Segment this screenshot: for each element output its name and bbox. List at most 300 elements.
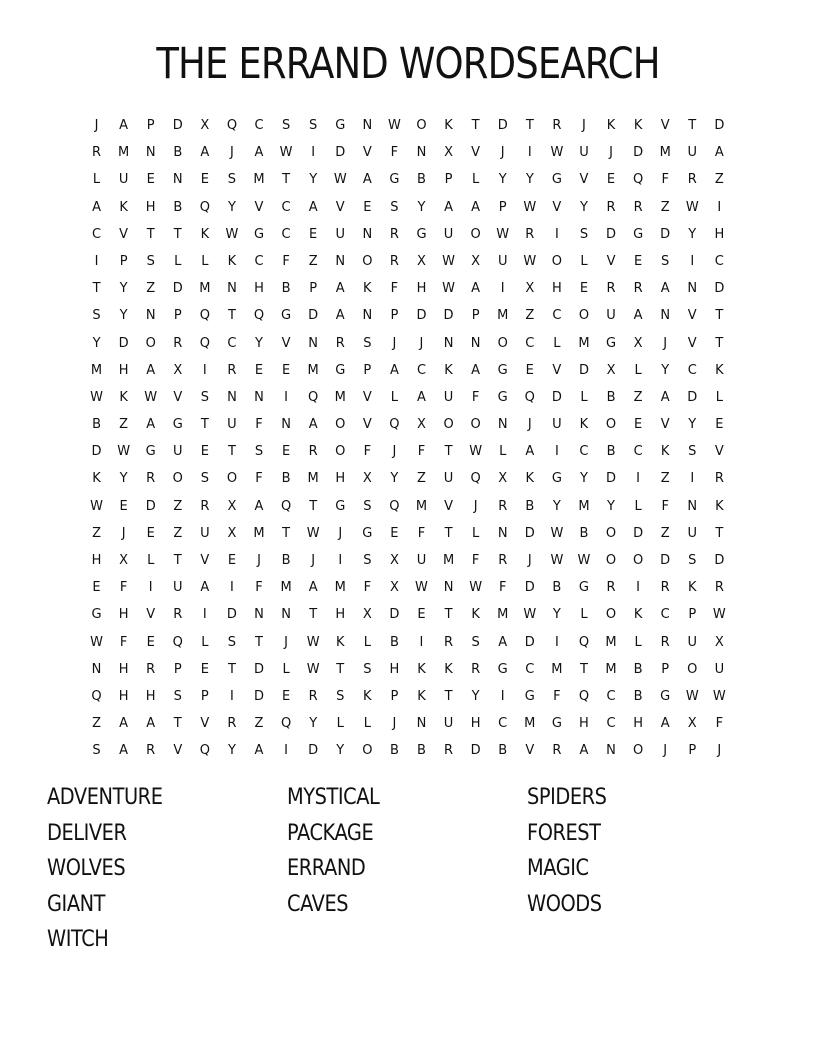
grid-letter: M: [90, 362, 103, 378]
grid-letter: J: [419, 335, 424, 351]
word-list-item: GIANT: [47, 891, 106, 917]
grid-letter: M: [253, 172, 265, 188]
grid-letter: V: [362, 145, 372, 161]
grid-letter: P: [309, 281, 318, 297]
grid-letter: D: [606, 226, 617, 242]
grid-letter: W: [523, 253, 537, 269]
grid-letter: Z: [92, 525, 101, 541]
grid-letter: R: [146, 471, 156, 487]
grid-letter: T: [227, 444, 236, 460]
grid-letter: Q: [172, 634, 183, 650]
grid-letter: C: [714, 253, 724, 269]
grid-letter: X: [417, 253, 426, 269]
grid-letter: K: [363, 688, 372, 704]
grid-letter: T: [471, 118, 480, 133]
grid-letter: K: [444, 118, 453, 133]
grid-letter: M: [118, 145, 130, 161]
grid-letter: A: [92, 199, 101, 215]
grid-letter: Y: [417, 199, 426, 215]
grid-letter: M: [307, 362, 319, 378]
grid-letter: J: [230, 145, 234, 161]
word-list-item: SPIDERS: [527, 785, 607, 810]
grid-letter: L: [499, 444, 507, 460]
grid-letter: R: [200, 498, 210, 514]
grid-letter: W: [550, 553, 564, 568]
grid-letter: X: [417, 417, 426, 433]
grid-letter: V: [200, 553, 210, 568]
grid-letter: S: [173, 688, 182, 704]
grid-letter: R: [660, 634, 670, 650]
grid-letter: R: [687, 172, 697, 188]
grid-letter: G: [497, 661, 508, 677]
grid-letter: D: [416, 308, 427, 324]
grid-letter: K: [715, 498, 724, 514]
grid-letter: T: [579, 661, 588, 677]
grid-letter: I: [717, 199, 722, 215]
grid-letter: R: [525, 226, 535, 242]
grid-letter: W: [306, 525, 320, 541]
grid-letter: I: [554, 226, 559, 242]
grid-letter: F: [255, 471, 263, 487]
grid-letter: Y: [227, 199, 236, 215]
grid-letter: K: [119, 199, 128, 215]
grid-letter: A: [714, 145, 724, 161]
grid-letter: U: [552, 417, 562, 433]
grid-letter: A: [498, 634, 508, 650]
grid-letter: U: [606, 308, 616, 324]
grid-letter: N: [254, 607, 264, 623]
grid-letter: R: [173, 335, 183, 351]
grid-letter: G: [253, 226, 265, 242]
grid-letter: X: [389, 553, 399, 568]
grid-letter: V: [173, 743, 183, 759]
grid-letter: N: [172, 172, 183, 188]
grid-letter: Z: [714, 172, 724, 188]
grid-letter: F: [363, 444, 372, 460]
grid-letter: V: [606, 253, 616, 269]
grid-letter: I: [690, 471, 695, 487]
grid-letter: K: [471, 607, 480, 623]
grid-letter: M: [524, 716, 536, 732]
grid-letter: U: [173, 580, 183, 596]
grid-letter: C: [606, 688, 616, 704]
grid-letter: A: [146, 362, 156, 378]
grid-letter: I: [636, 580, 641, 596]
grid-letter: I: [202, 607, 207, 623]
word-list-item: PACKAGE: [287, 820, 374, 846]
grid-letter: K: [444, 362, 453, 378]
grid-letter: U: [714, 661, 725, 677]
word-list-item: MAGIC: [527, 856, 589, 881]
grid-letter: H: [416, 281, 427, 297]
grid-letter: H: [335, 471, 346, 487]
grid-letter: L: [92, 172, 101, 188]
grid-row: [83, 139, 733, 166]
grid-letter: R: [606, 281, 616, 297]
grid-letter: K: [660, 444, 670, 460]
grid-letter: P: [498, 199, 507, 215]
grid-letter: I: [527, 145, 532, 161]
grid-letter: Y: [92, 335, 101, 351]
grid-letter: L: [336, 716, 344, 732]
grid-letter: H: [579, 716, 589, 732]
grid-letter: R: [606, 580, 616, 596]
grid-letter: M: [280, 580, 292, 596]
grid-letter: N: [687, 281, 698, 297]
word-list-item: WOLVES: [47, 856, 126, 881]
grid-letter: K: [227, 253, 237, 269]
grid-letter: L: [363, 716, 371, 732]
grid-letter: B: [606, 389, 616, 405]
grid-letter: J: [392, 335, 397, 351]
grid-letter: Q: [578, 688, 590, 704]
grid-letter: L: [580, 253, 588, 269]
grid-letter: N: [145, 145, 156, 161]
grid-letter: R: [146, 743, 156, 759]
grid-letter: C: [552, 308, 562, 324]
grid-letter: A: [525, 444, 535, 460]
grid-letter: A: [119, 716, 129, 732]
grid-letter: Y: [227, 743, 236, 759]
grid-letter: B: [173, 199, 183, 215]
grid-letter: Q: [199, 308, 210, 324]
grid-letter: V: [254, 199, 264, 215]
grid-letter: A: [362, 172, 372, 188]
grid-letter: Z: [660, 525, 670, 541]
grid-letter: W: [685, 688, 699, 704]
grid-letter: H: [633, 716, 643, 732]
grid-letter: L: [715, 389, 723, 405]
grid-letter: Q: [199, 743, 210, 759]
grid-letter: L: [634, 634, 642, 650]
grid-letter: X: [525, 281, 535, 297]
grid-letter: D: [470, 743, 481, 759]
grid-letter: R: [308, 444, 318, 460]
grid-letter: Z: [633, 389, 643, 405]
grid-letter: Q: [632, 172, 644, 188]
grid-letter: B: [389, 634, 399, 650]
grid-letter: M: [442, 553, 455, 568]
grid-letter: Q: [280, 498, 292, 514]
grid-letter: B: [389, 743, 399, 759]
grid-letter: P: [688, 607, 697, 623]
grid-letter: P: [200, 688, 209, 704]
grid-letter: Q: [524, 389, 535, 405]
grid-letter: T: [715, 335, 724, 351]
grid-letter: E: [146, 172, 155, 188]
grid-letter: Z: [173, 525, 183, 541]
word-list-item: WOODS: [527, 891, 602, 917]
grid-letter: Y: [688, 417, 697, 433]
grid-letter: M: [605, 634, 617, 650]
grid-letter: D: [687, 389, 698, 405]
grid-letter: T: [255, 634, 263, 650]
grid-letter: O: [335, 444, 346, 460]
grid-letter: M: [415, 498, 428, 514]
grid-letter: S: [363, 335, 372, 351]
grid-letter: X: [498, 471, 508, 487]
grid-letter: A: [389, 362, 399, 378]
grid-letter: M: [253, 525, 265, 541]
grid-letter: U: [200, 525, 210, 541]
grid-letter: X: [362, 607, 372, 623]
grid-letter: J: [311, 553, 316, 568]
grid-letter: L: [634, 498, 642, 514]
grid-letter: W: [90, 498, 103, 514]
grid-letter: V: [362, 389, 372, 405]
grid-letter: O: [362, 253, 373, 269]
grid-row: [83, 629, 733, 656]
grid-letter: F: [363, 580, 372, 596]
grid-letter: A: [633, 308, 643, 324]
grid-letter: O: [172, 471, 183, 487]
grid-letter: U: [416, 553, 427, 568]
grid-letter: N: [416, 145, 427, 161]
grid-letter: S: [227, 172, 237, 188]
grid-letter: V: [579, 172, 589, 188]
grid-letter: E: [92, 580, 101, 596]
grid-letter: V: [335, 199, 345, 215]
grid-letter: N: [606, 743, 616, 759]
grid-letter: O: [551, 253, 562, 269]
grid-letter: X: [119, 553, 129, 568]
grid-letter: S: [363, 661, 372, 677]
grid-letter: F: [471, 389, 480, 405]
grid-letter: P: [471, 308, 480, 324]
grid-letter: R: [498, 553, 508, 568]
grid-letter: T: [525, 118, 534, 133]
grid-letter: N: [470, 335, 481, 351]
grid-letter: J: [257, 553, 261, 568]
grid-letter: B: [633, 688, 643, 704]
grid-letter: R: [660, 580, 670, 596]
grid-row: [83, 520, 733, 547]
grid-letter: D: [145, 498, 156, 514]
grid-letter: E: [200, 661, 209, 677]
grid-letter: E: [281, 362, 291, 378]
grid-letter: I: [311, 145, 316, 161]
grid-letter: L: [472, 172, 480, 188]
grid-letter: E: [254, 362, 264, 378]
grid-letter: K: [633, 118, 643, 133]
grid-letter: D: [660, 553, 671, 568]
grid-letter: J: [392, 444, 397, 460]
grid-letter: R: [444, 634, 454, 650]
grid-letter: G: [172, 417, 183, 433]
grid-row: [83, 221, 733, 248]
grid-letter: N: [660, 308, 671, 324]
grid-letter: E: [227, 553, 237, 568]
grid-letter: Z: [417, 471, 426, 487]
grid-letter: L: [634, 362, 642, 378]
grid-letter: I: [230, 688, 234, 704]
grid-letter: E: [200, 172, 209, 188]
grid-letter: A: [254, 145, 264, 161]
grid-letter: I: [94, 253, 99, 269]
grid-letter: S: [146, 253, 155, 269]
grid-letter: E: [390, 525, 399, 541]
grid-letter: D: [714, 281, 725, 297]
grid-letter: X: [200, 118, 210, 133]
grid-letter: Y: [579, 199, 588, 215]
grid-letter: V: [552, 199, 562, 215]
grid-letter: Z: [173, 498, 183, 514]
grid-letter: G: [389, 172, 400, 188]
grid-letter: Y: [119, 281, 128, 297]
grid-letter: O: [470, 226, 481, 242]
grid-letter: T: [444, 607, 453, 623]
grid-letter: F: [417, 444, 426, 460]
grid-letter: T: [200, 417, 209, 433]
grid-letter: F: [282, 253, 290, 269]
grid-letter: O: [687, 661, 698, 677]
grid-letter: R: [633, 281, 643, 297]
grid-letter: P: [390, 308, 399, 324]
grid-letter: C: [579, 444, 589, 460]
grid-letter: V: [552, 362, 562, 378]
word-list-item: ERRAND: [287, 856, 366, 881]
grid-letter: O: [497, 335, 508, 351]
grid-letter: D: [633, 525, 644, 541]
grid-letter: S: [688, 553, 697, 568]
grid-letter: B: [417, 743, 426, 759]
grid-letter: U: [335, 226, 345, 242]
grid-letter: G: [551, 716, 562, 732]
grid-letter: Q: [470, 471, 481, 487]
grid-letter: X: [687, 716, 697, 732]
grid-letter: R: [471, 661, 481, 677]
grid-letter: R: [227, 716, 237, 732]
grid-letter: C: [254, 118, 264, 133]
grid-letter: M: [605, 661, 617, 677]
grid-letter: C: [227, 335, 237, 351]
grid-letter: V: [525, 743, 535, 759]
grid-letter: L: [147, 553, 155, 568]
grid-letter: U: [443, 389, 454, 405]
grid-letter: A: [660, 716, 670, 732]
grid-letter: E: [633, 417, 643, 433]
grid-letter: K: [606, 118, 616, 133]
grid-letter: U: [579, 145, 589, 161]
grid-letter: F: [255, 417, 263, 433]
grid-letter: V: [281, 335, 291, 351]
grid-letter: E: [146, 525, 155, 541]
grid-letter: Y: [525, 172, 534, 188]
grid-letter: W: [712, 688, 726, 704]
grid-letter: G: [91, 607, 102, 623]
grid-letter: D: [660, 226, 671, 242]
grid-letter: W: [550, 525, 564, 541]
grid-letter: O: [632, 743, 644, 759]
grid-letter: U: [443, 226, 454, 242]
grid-letter: S: [390, 199, 399, 215]
grid-letter: B: [281, 471, 291, 487]
grid-letter: B: [498, 743, 508, 759]
grid-letter: N: [362, 118, 373, 133]
grid-letter: X: [227, 498, 237, 514]
grid-letter: D: [226, 607, 237, 623]
grid-letter: K: [417, 661, 426, 677]
grid-letter: I: [500, 688, 505, 704]
grid-letter: Z: [308, 253, 318, 269]
grid-letter: D: [118, 335, 129, 351]
grid-letter: W: [225, 226, 239, 242]
grid-letter: N: [145, 308, 156, 324]
grid-letter: C: [633, 444, 643, 460]
grid-letter: C: [498, 716, 508, 732]
grid-letter: Z: [119, 417, 129, 433]
grid-letter: F: [471, 553, 480, 568]
grid-letter: L: [201, 253, 209, 269]
grid-letter: W: [279, 145, 293, 161]
grid-letter: H: [551, 281, 562, 297]
grid-letter: Z: [254, 716, 264, 732]
grid-letter: L: [472, 525, 480, 541]
grid-letter: W: [442, 281, 455, 297]
grid-letter: V: [660, 417, 670, 433]
grid-letter: S: [200, 389, 209, 405]
grid-letter: A: [146, 417, 156, 433]
grid-letter: J: [609, 145, 613, 161]
grid-letter: A: [471, 281, 481, 297]
grid-letter: J: [392, 716, 397, 732]
grid-letter: S: [281, 118, 291, 133]
grid-letter: U: [173, 444, 183, 460]
grid-letter: N: [227, 389, 237, 405]
grid-letter: A: [335, 281, 345, 297]
grid-letter: N: [308, 335, 319, 351]
grid-letter: F: [553, 688, 561, 704]
grid-letter: D: [443, 308, 454, 324]
grid-letter: R: [92, 145, 102, 161]
grid-letter: D: [389, 607, 400, 623]
grid-letter: Z: [660, 471, 670, 487]
grid-letter: P: [173, 308, 182, 324]
grid-letter: N: [227, 281, 237, 297]
grid-letter: K: [417, 688, 426, 704]
grid-letter: R: [498, 498, 508, 514]
grid-letter: I: [554, 444, 559, 460]
grid-letter: D: [524, 580, 535, 596]
grid-letter: R: [714, 471, 724, 487]
grid-letter: L: [580, 607, 588, 623]
grid-letter: X: [471, 253, 481, 269]
grid-letter: T: [173, 226, 182, 242]
grid-letter: H: [118, 688, 129, 704]
grid-letter: N: [416, 716, 427, 732]
grid-letter: Y: [309, 716, 318, 732]
grid-letter: K: [92, 471, 101, 487]
grid-letter: E: [525, 362, 534, 378]
grid-letter: V: [200, 716, 210, 732]
grid-letter: T: [282, 525, 291, 541]
grid-letter: K: [119, 389, 128, 405]
grid-letter: D: [551, 389, 562, 405]
grid-letter: Y: [661, 362, 670, 378]
grid-letter: Y: [498, 172, 507, 188]
grid-letter: S: [579, 226, 589, 242]
grid-letter: A: [119, 743, 129, 759]
grid-row: [83, 493, 733, 520]
grid-letter: V: [687, 308, 697, 324]
grid-letter: W: [306, 661, 320, 677]
grid-letter: A: [308, 580, 318, 596]
grid-letter: I: [202, 362, 207, 378]
grid-letter: S: [200, 471, 209, 487]
grid-letter: A: [660, 281, 670, 297]
grid-letter: I: [230, 580, 234, 596]
grid-letter: J: [663, 743, 668, 759]
